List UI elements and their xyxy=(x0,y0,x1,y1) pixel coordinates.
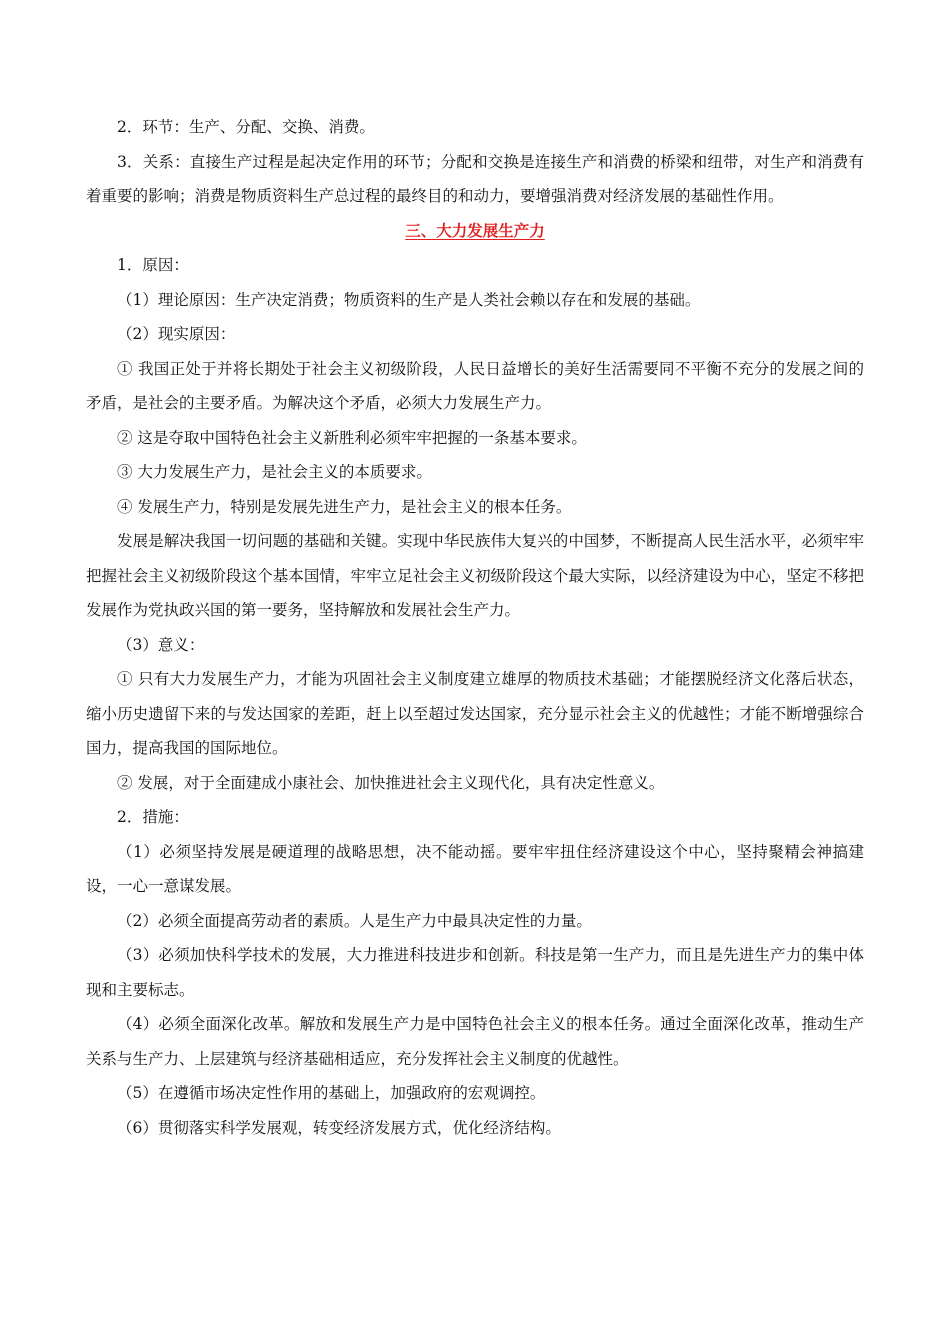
practical-reason-4: ④ 发展生产力，特别是发展先进生产力，是社会主义的根本任务。 xyxy=(117,497,572,516)
measure-3: （3）必须加快科学技术的发展，大力推进科技进步和创新。科技是第一生产力，而且是先进生产力的集中体现和主要标志。 xyxy=(86,946,864,999)
development-paragraph: 发展是解决我国一切问题的基础和关键。实现中华民族伟大复兴的中国梦，不断提高人民生活水平，必须牢牢把握社会主义初级阶段这个基本国情，牢牢立足社会主义初级阶段这个最大实际，以经济建设为中心，坚定不移把发展作为党执政兴国的第一要务，坚持解放和发展社会生产力。 xyxy=(86,532,864,619)
significance-1: ① 只有大力发展生产力，才能为巩固社会主义制度建立雄厚的物质技术基础；才能摆脱经济文化落后状态，缩小历史遗留下来的与发达国家的差距，赶上以至超过发达国家，充分显示社会主义的优越性；才能不断增强综合国力，提高我国的国际地位。 xyxy=(86,670,864,757)
measures-title: 2．措施： xyxy=(117,808,189,826)
item-3-relations: 3．关系：直接生产过程是起决定作用的环节；分配和交换是连接生产和消费的桥梁和纽带，对生产和消费有着重要的影响；消费是物质资料生产总过程的最终目的和动力，要增强消费对经济发展的基础性作用。 xyxy=(86,152,864,205)
practical-reason-2: ② 这是夺取中国特色社会主义新胜利必须牢牢把握的一条基本要求。 xyxy=(117,428,587,447)
practical-reason-title: （2）现实原因： xyxy=(117,325,236,343)
reason-title: 1．原因： xyxy=(117,256,189,274)
theory-reason: （1）理论原因：生产决定消费；物质资料的生产是人类社会赖以存在和发展的基础。 xyxy=(117,290,701,309)
measure-1: （1）必须坚持发展是硬道理的战略思想，决不能动摇。要牢牢扭住经济建设这个中心，坚持聚精会神搞建设，一心一意谋发展。 xyxy=(86,842,864,895)
document-body xyxy=(86,110,864,1145)
significance-2: ② 发展，对于全面建成小康社会、加快推进社会主义现代化，具有决定性意义。 xyxy=(117,773,665,792)
practical-reason-1: ① 我国正处于并将长期处于社会主义初级阶段，人民日益增长的美好生活需要同不平衡不充分的发展之间的矛盾，是社会的主要矛盾。为解决这个矛盾，必须大力发展生产力。 xyxy=(86,359,864,412)
practical-reason-3: ③ 大力发展生产力，是社会主义的本质要求。 xyxy=(117,463,432,481)
measure-4: （4）必须全面深化改革。解放和发展生产力是中国特色社会主义的根本任务。通过全面深化改革，推动生产关系与生产力、上层建筑与经济基础相适应，充分发挥社会主义制度的优越性。 xyxy=(86,1015,864,1068)
item-2-stages: 2．环节：生产、分配、交换、消费。 xyxy=(117,118,375,136)
measure-2: （2）必须全面提高劳动者的素质。人是生产力中最具决定性的力量。 xyxy=(117,911,592,930)
measure-5: （5）在遵循市场决定性作用的基础上，加强政府的宏观调控。 xyxy=(117,1084,546,1102)
measure-6: （6）贯彻落实科学发展观，转变经济发展方式，优化经济结构。 xyxy=(117,1118,561,1137)
section-heading: 三、大力发展生产力 xyxy=(405,220,545,240)
significance-title: （3）意义： xyxy=(117,635,205,654)
